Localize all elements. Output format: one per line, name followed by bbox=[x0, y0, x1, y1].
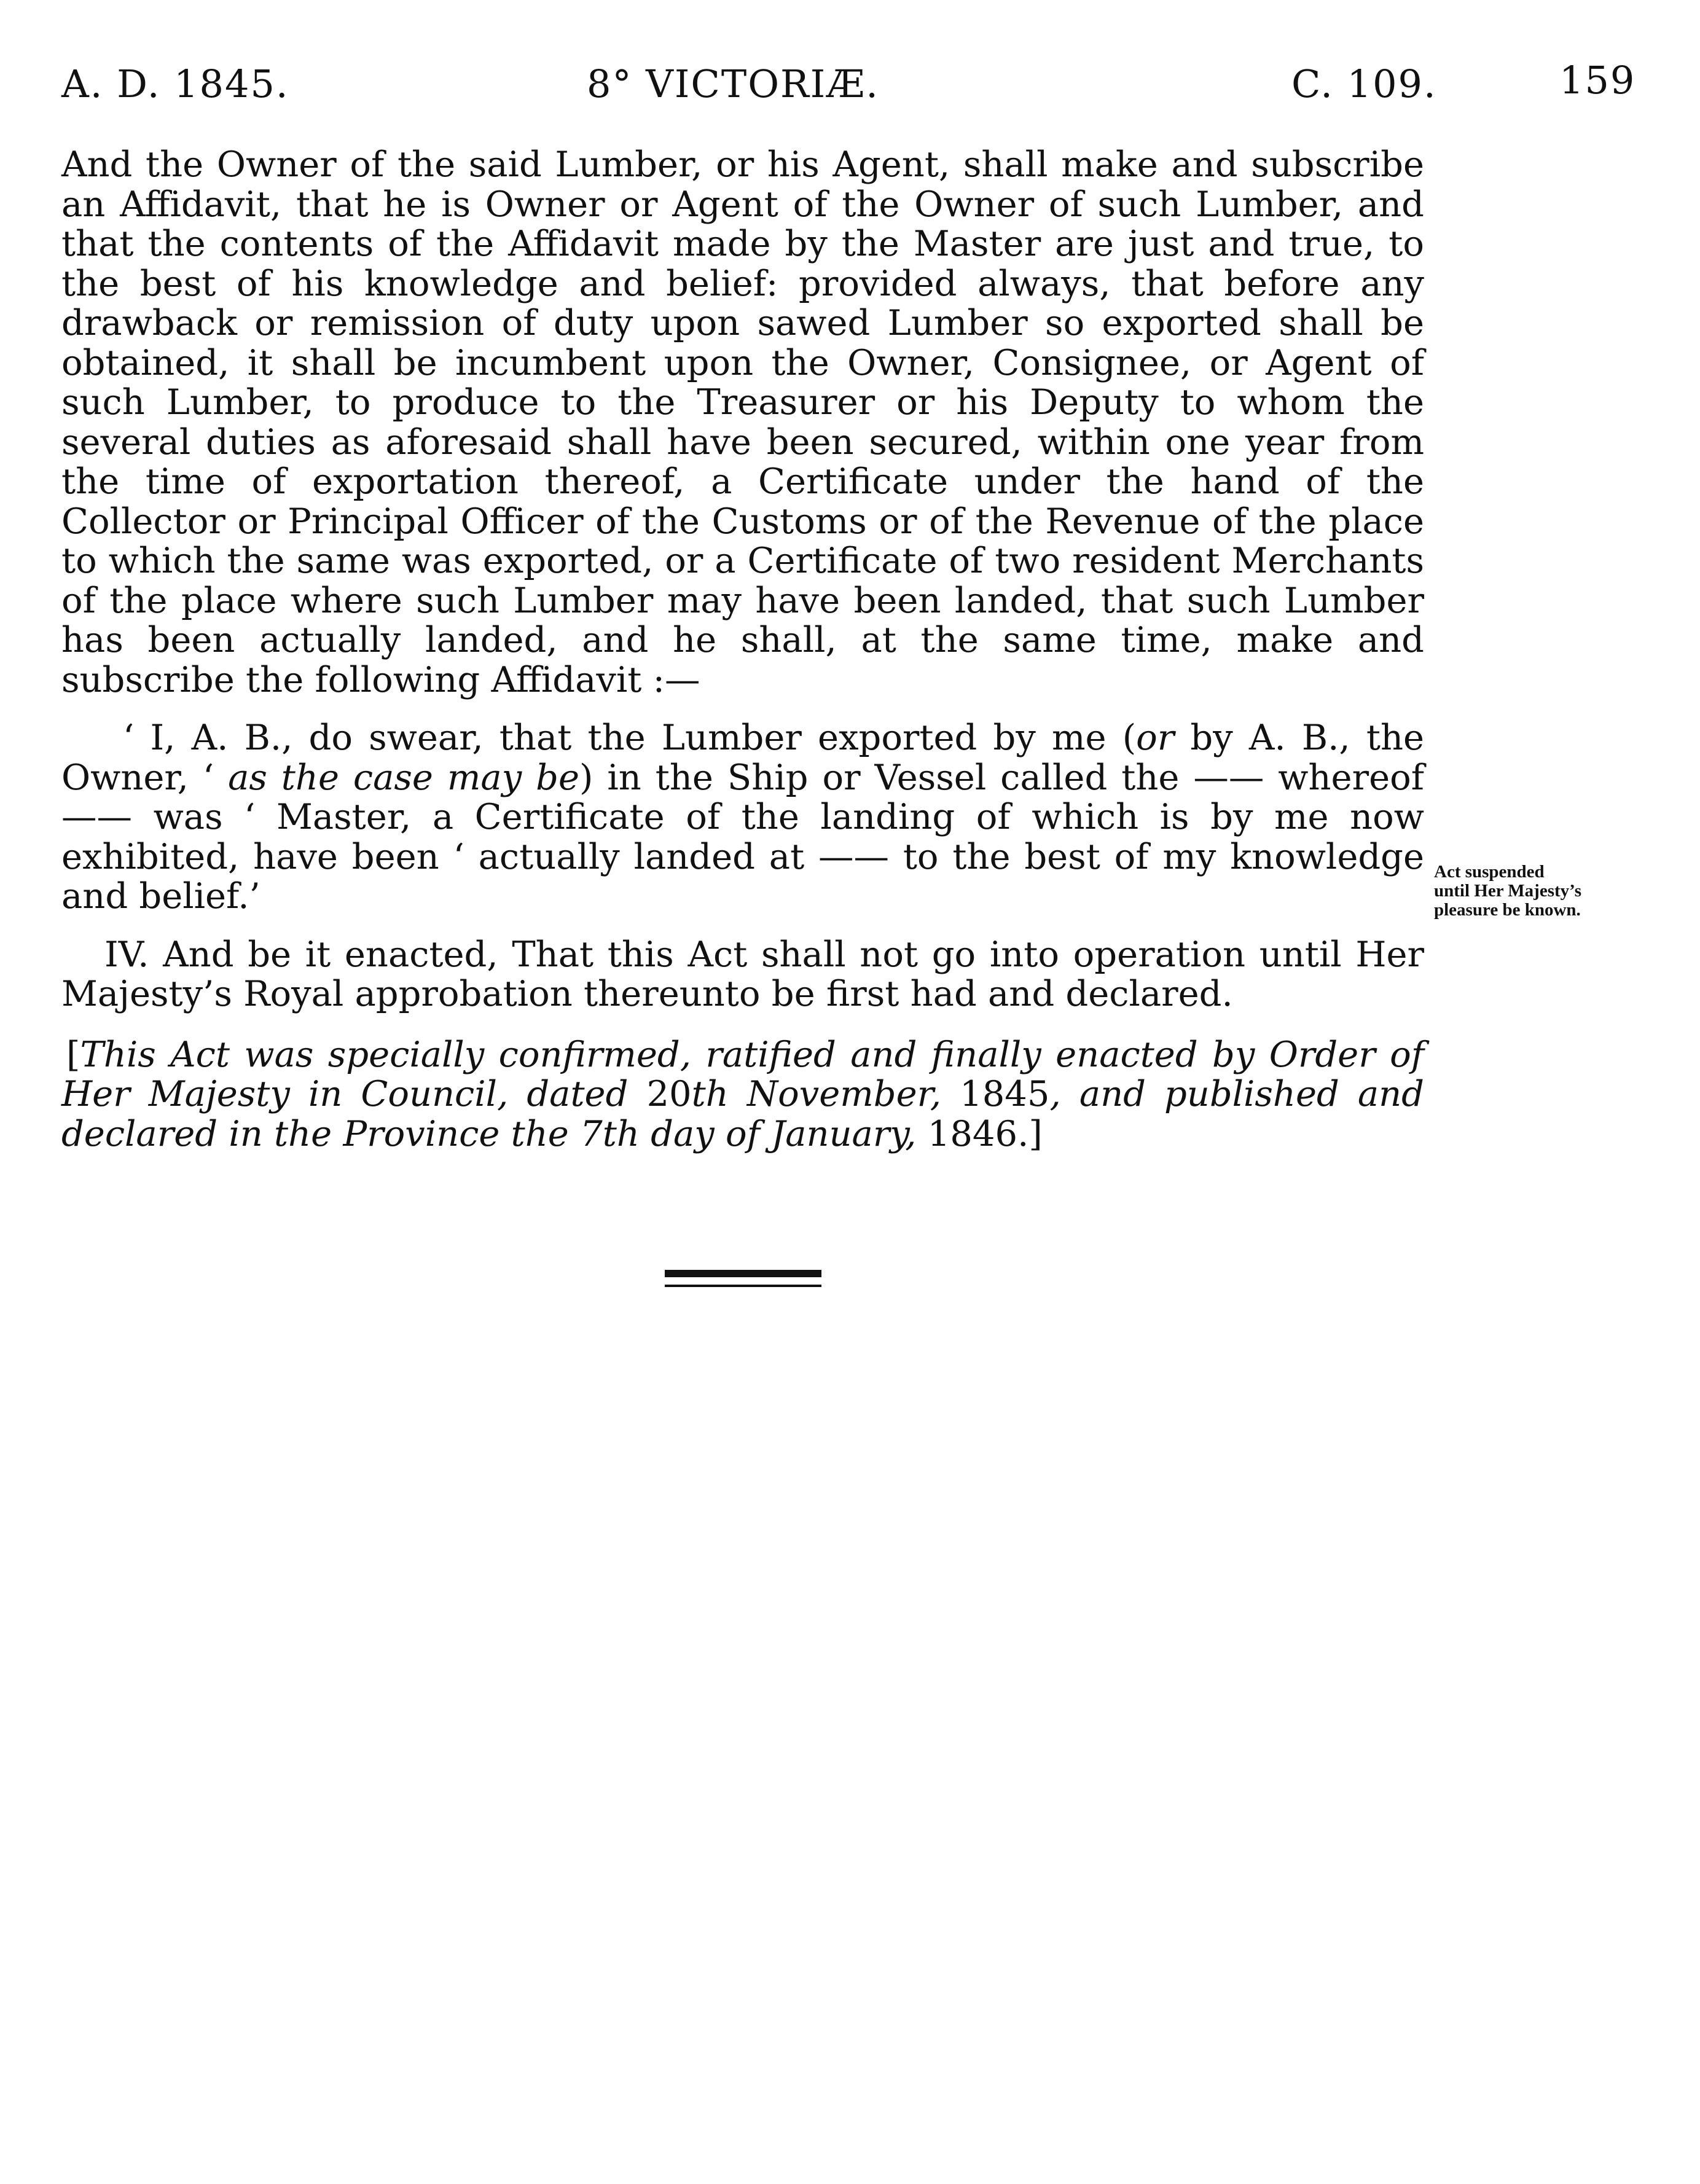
note-text-4: th day of January, bbox=[602, 1113, 928, 1154]
affidavit-italic-or: or bbox=[1136, 717, 1175, 758]
marginal-note bbox=[1434, 863, 1637, 920]
note-day: 20 bbox=[646, 1073, 692, 1114]
header-chapter: C. 109. bbox=[1291, 61, 1437, 106]
section-iv-paragraph: IV. And be it enacted, That this Act shall not go into operation until Her Majesty’s Royal approbation thereunto be first had and declared. bbox=[61, 933, 1424, 1014]
confirmation-note bbox=[61, 1035, 1424, 1154]
note-day-2: 7 bbox=[580, 1113, 603, 1154]
affidavit-italic-case: as the case may be bbox=[228, 756, 579, 798]
running-header bbox=[0, 58, 1700, 117]
note-year-1846: 1846 bbox=[927, 1113, 1018, 1154]
marginal-note-line-1: Act suspended bbox=[1434, 862, 1545, 882]
note-text-1: This Act was specially confirmed, ratified and finally enacted by Order of Her Majesty in Council, dated bbox=[61, 1033, 1424, 1114]
affidavit-text-part2: by A. B., the Owner, ‘ bbox=[61, 717, 1425, 798]
affidavit-text-part1: ‘ I, A. B., do swear, that the Lumber exported by me ( bbox=[123, 717, 1137, 758]
end-rule-thin bbox=[665, 1285, 821, 1287]
note-text-2: th November, bbox=[691, 1073, 960, 1114]
note-year-1845: 1845 bbox=[960, 1073, 1050, 1114]
page-number: 159 bbox=[1559, 58, 1636, 103]
end-rule-thick bbox=[665, 1270, 821, 1277]
note-open-bracket: [ bbox=[66, 1033, 80, 1075]
owner-affidavit-paragraph: And the Owner of the said Lumber, or his Agent, shall make and subscribe an Affidavit, that he is Owner or Agent of the Owner of such Lumber, and that the contents of the Affidavit made by the Master are just and true, to the best of his knowledge and belief: provided always, that before any drawback or remission of duty upon sawed Lumber so exported shall be obtained, it shall be incumbent upon the Owner, Consignee, or Agent of such Lumber, to produce to the Treasurer or his Deputy to whom the several duties as aforesaid shall have been secured, within one year from the time of exportation thereof, a Certificate under the hand of the Collector or Principal Officer of the Customs or of the Revenue of the place to which the same was exported, or a Certificate of two resident Merchants of the place where such Lumber may have been landed, that such Lumber has been actually landed, and he shall, at the same time, make and subscribe the following Affidavit :— bbox=[61, 144, 1424, 700]
affidavit-text-part3: ) in the Ship or Vessel called the —— whereof —— was ‘ Master, a Certificate of the landing of which is by me now exhibited, have been ‘ actually landed at —— to the best of my knowledge and belief.’ bbox=[61, 756, 1424, 917]
header-year: A. D. 1845. bbox=[61, 61, 289, 106]
marginal-note-line-2: until Her Majesty’s bbox=[1434, 881, 1582, 901]
affidavit-form-paragraph bbox=[61, 718, 1424, 917]
statute-body bbox=[61, 145, 1424, 1154]
header-reign: 8° VICTORIÆ. bbox=[587, 61, 879, 106]
note-close-bracket: .] bbox=[1017, 1113, 1043, 1154]
note-text-3: , and published and declared in the Province the bbox=[61, 1073, 1424, 1154]
marginal-note-line-3: pleasure be known. bbox=[1434, 900, 1581, 920]
